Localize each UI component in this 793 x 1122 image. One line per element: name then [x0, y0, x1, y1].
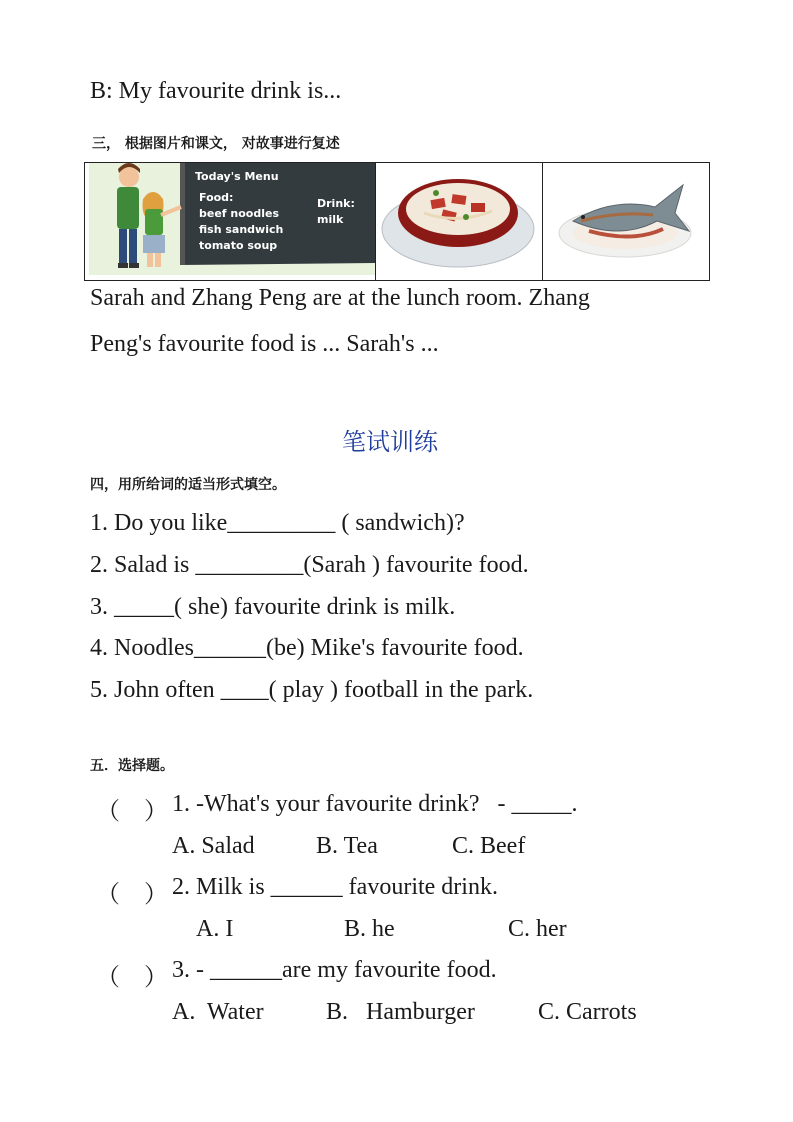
- dialogue-line: B: My favourite drink is...: [90, 78, 342, 104]
- menu-drink-label: Drink:: [317, 197, 355, 210]
- fill-blank-item: 1. Do you like_________ ( sandwich)?: [90, 510, 465, 536]
- menu-title: Today's Menu: [195, 170, 279, 183]
- fish-plate-illustration: [543, 163, 709, 275]
- option-b: B. Tea: [316, 833, 378, 859]
- option-c: C. Beef: [452, 833, 526, 859]
- menu-food-item: tomato soup: [199, 239, 278, 252]
- menu-food-label: Food:: [199, 191, 234, 204]
- answer-parentheses: （ ）: [96, 882, 168, 908]
- fill-blank-item: 3. _____( she) favourite drink is milk.: [90, 594, 456, 620]
- option-a: A. Water: [172, 999, 264, 1025]
- option-a: A. I: [196, 916, 234, 942]
- question-stem: 3. - ______are my favourite food.: [172, 957, 497, 983]
- written-practice-title: 笔试训练: [342, 428, 438, 456]
- story-line-1: Sarah and Zhang Peng are at the lunch room. Zhang: [90, 285, 590, 311]
- menu-drink-value: milk: [317, 213, 344, 226]
- section-4-heading: 四，用所给词的适当形式填空。: [90, 477, 286, 493]
- picture-table: [84, 162, 710, 281]
- fill-blank-item: 5. John often ____( play ) football in the park.: [90, 677, 534, 703]
- option-c: C. her: [508, 916, 567, 942]
- fish-picture-cell: [543, 163, 710, 281]
- fill-blank-item: 4. Noodles______(be) Mike's favourite food.: [90, 635, 524, 661]
- option-a: A. Salad: [172, 833, 255, 859]
- noodle-bowl-illustration: [376, 163, 542, 275]
- option-b: B. Hamburger: [326, 999, 475, 1025]
- story-line-2: Peng's favourite food is ... Sarah's ...: [90, 331, 439, 357]
- menu-board-illustration: [85, 163, 375, 275]
- section-3-heading: 三， 根据图片和课文， 对故事进行复述: [92, 136, 340, 152]
- question-stem: 1. -What's your favourite drink? - _____.: [172, 791, 578, 817]
- boy-head: [119, 167, 139, 187]
- option-c: C. Carrots: [538, 999, 637, 1025]
- answer-parentheses: （ ）: [96, 799, 168, 825]
- section-5-heading: 五．选择题。: [90, 758, 174, 774]
- noodles-picture-cell: [376, 163, 543, 281]
- fill-blank-item: 2. Salad is _________(Sarah ) favourite food.: [90, 552, 529, 578]
- menu-picture-cell: [85, 163, 376, 281]
- answer-parentheses: （ ）: [96, 965, 168, 991]
- menu-food-item: beef noodles: [199, 207, 280, 220]
- question-stem: 2. Milk is ______ favourite drink.: [172, 874, 498, 900]
- menu-food-item: fish sandwich: [199, 223, 284, 236]
- option-b: B. he: [344, 916, 395, 942]
